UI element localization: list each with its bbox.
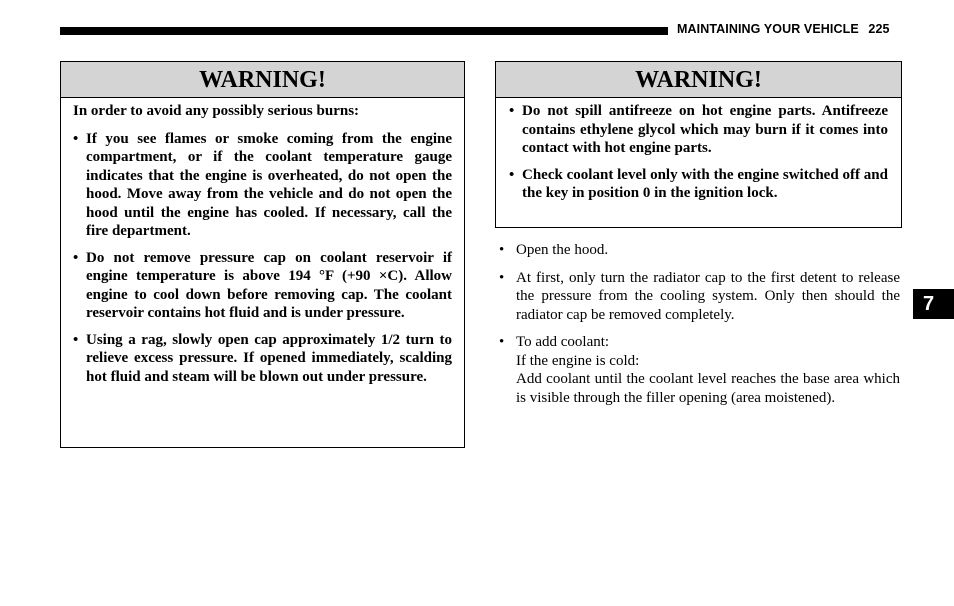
page-number: 225 <box>868 22 890 36</box>
antifreeze-warning-box <box>495 61 902 228</box>
warning-body <box>61 98 464 386</box>
step-release-pressure: • At first, only turn the radiator cap to the first detent to release the pressure from the cooling system. Only then should the radiator cap be removed completely. <box>497 269 900 325</box>
section-title: MAINTAINING YOUR VEHICLE <box>677 22 859 36</box>
step-add-coolant-heading: • To add coolant: <box>516 334 610 350</box>
warning-intro: In order to avoid any possibly serious burns: <box>73 103 360 119</box>
warning-item: • Do not spill antifreeze on hot engine parts. Antifreeze contains ethylene glycol which may burn if it comes into contact with hot engine parts. <box>509 102 888 158</box>
warning-item: • Using a rag, slowly open cap approximately 1/2 turn to relieve excess pressure. If opened immediately, scalding hot fluid and steam will be blown out under pressure. <box>73 331 452 387</box>
header-rule <box>60 27 668 35</box>
warning-list <box>509 102 888 203</box>
procedure-steps <box>497 241 900 416</box>
step-add-coolant <box>497 333 900 407</box>
warning-title: WARNING! <box>61 62 464 98</box>
chapter-tab: 7 <box>913 289 954 319</box>
running-header <box>677 22 890 36</box>
warning-item: • Do not remove pressure cap on coolant reservoir if engine temperature is above 194 °F (+90 ×C). Allow engine to cool down before removing cap. The coolant reservoir contains hot fluid and is under pressure. <box>73 249 452 323</box>
warning-body <box>496 98 901 203</box>
burn-warning-box <box>60 61 465 448</box>
warning-list <box>73 130 452 387</box>
step-add-coolant-detail: Add coolant until the coolant level reaches the base area which is visible through the filler opening (area moistened). <box>516 371 900 406</box>
warning-item: • Check coolant level only with the engine switched off and the key in position 0 in the ignition lock. <box>509 166 888 203</box>
warning-title: WARNING! <box>496 62 901 98</box>
step-add-coolant-condition: If the engine is cold: <box>516 352 640 369</box>
warning-item: • If you see flames or smoke coming from the engine compartment, or if the coolant temperature gauge indicates that the engine is overheated, do not open the hood. Move away from the vehicle and do not open the hood until the engine has cooled. If necessary, call the fire department. <box>73 130 452 241</box>
step-open-hood: • Open the hood. <box>497 241 900 260</box>
